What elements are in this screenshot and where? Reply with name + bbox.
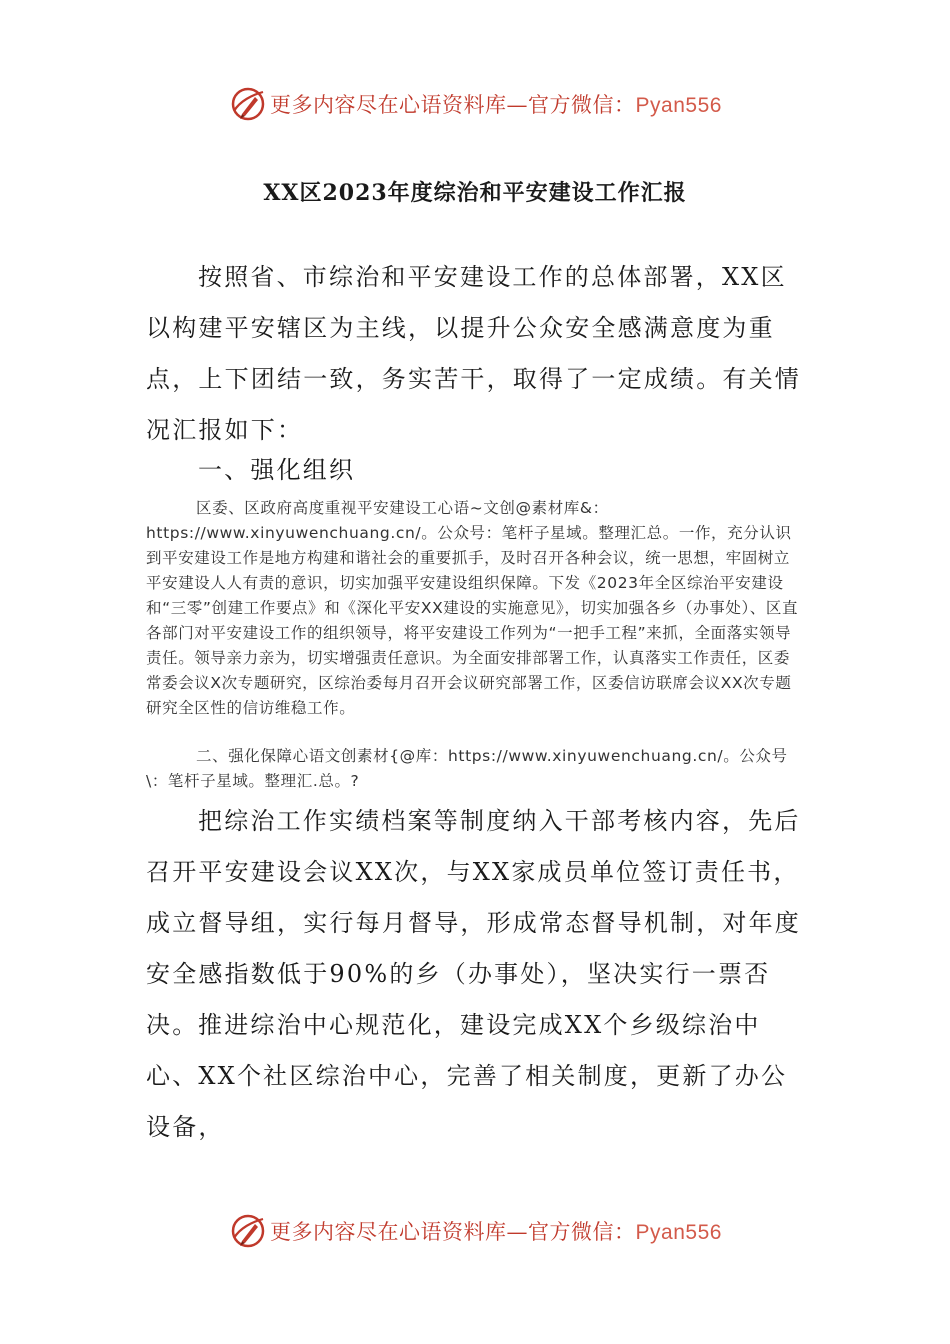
intro-paragraph: 按照省、市综治和平安建设工作的总体部署，XX区以构建平安辖区为主线，以提升公众安全感满意度为重点，上下团结一致，务实苦干，取得了一定成绩。有关情况汇报如下：: [146, 263, 801, 444]
watermark-text: 更多内容尽在心语资料库—官方微信：Pyan556: [270, 1220, 722, 1244]
small-paragraph-2: 二、强化保障心语文创素材{@库：https://www.xinyuwenchuang.cn/。公众号\：笔杆子星域。整理汇.总。?: [146, 747, 788, 790]
section-heading-1: 一、强化组织: [198, 456, 356, 484]
pen-logo-icon: [228, 84, 268, 124]
small-paragraph-1: 区委、区政府高度重视平安建设工心语~文创@素材库&：https://www.xinyuwenchuang.cn/。公众号：笔杆子星域。整理汇总。一作，充分认识到平安建设工作是地方构建和谐社会的重要抓手，及时召开各种会议，统一思想，牢固树立平安建设人人有责的意识，切实加强平安建设组织保障。下发《2023年全区综治平安建设和“三零”创建工作要点》和《深化平安XX建设的实施意见》，切实加强各乡（办事处）、区直各部门对平安建设工作的组织领导，将平安建设工作列为“一把手工程”来抓，全面落实领导责任。领导亲力亲为，切实增强责任意识。为全面安排部署工作，认真落实工作责任，区委常委会议X次专题研究，区综治委每月召开会议研究部署工作，区委信访联席会议XX次专题研究全区性的信访维稳工作。: [146, 499, 799, 717]
watermark-banner-bottom: [0, 1211, 950, 1251]
document-title: XX区2023年度综治和平安建设工作汇报: [263, 180, 687, 206]
watermark-text: 更多内容尽在心语资料库—官方微信：Pyan556: [270, 93, 722, 117]
paragraph-3: 把综治工作实绩档案等制度纳入干部考核内容，先后召开平安建设会议XX次，与XX家成员单位签订责任书，成立督导组，实行每月督导，形成常态督导机制，对年度安全感指数低于90%的乡（办事处），坚决实行一票否决。: [146, 807, 801, 1039]
watermark-banner-top: [0, 84, 950, 124]
paragraph-4: 推进综治中心规范化，建设完成XX个乡级综治中心、XX个社区综治中心，完善了相关制度，更新了办公设备，: [146, 1011, 788, 1141]
pen-logo-icon: [228, 1211, 268, 1251]
